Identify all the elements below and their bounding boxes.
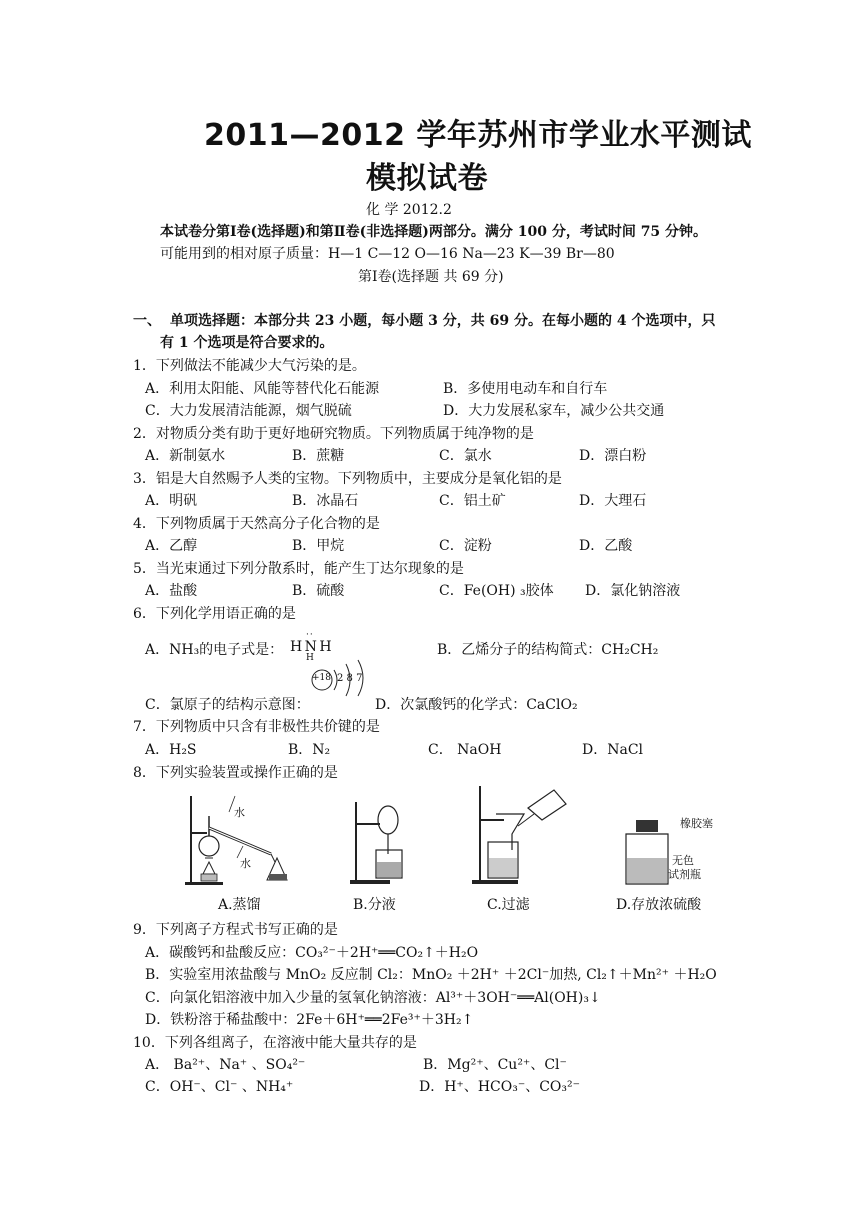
q9-option-b: B．实验室用浓盐酸与 MnO₂ 反应制 Cl₂：MnO₂ ＋2H⁺ ＋2Cl⁻加热, Cl₂↑＋Mn²⁺ ＋H₂O <box>145 967 717 983</box>
label-water-bottom: 水 <box>240 857 251 870</box>
q6-option-b: B．乙烯分子的结构简式：CH₂CH₂ <box>437 642 659 658</box>
funnel-body <box>378 806 398 834</box>
q4-option-d: D．乙酸 <box>579 538 633 554</box>
q1-option-c: C．大力发展清洁能源，烟气脱硫 <box>145 403 352 419</box>
q5-option-b: B．硫酸 <box>292 583 345 599</box>
section-instructions-1: 单项选择题：本部分共 23 小题，每小题 3 分，共 69 分。在每小题的 4 个选项中，只 <box>170 313 716 329</box>
atomic-masses: 可能用到的相对原子质量：H—1 C—12 O—16 Na—23 K—39 Br—80 <box>160 246 615 262</box>
label-bottle-type: 试剂瓶 <box>668 868 701 881</box>
q2-stem: 2．对物质分类有助于更好地研究物质。下列物质属于纯净物的是 <box>133 426 534 442</box>
shell-electrons: 2 8 7 <box>337 673 363 684</box>
stand-base <box>472 880 518 884</box>
section-instructions-2: 有 1 个选项是符合要求的。 <box>160 335 334 351</box>
label-bottle-colorless: 无色 <box>672 854 694 867</box>
q5-option-a: A．盐酸 <box>145 583 198 599</box>
beaker-liquid <box>377 862 401 877</box>
q2-option-b: B．蔗糖 <box>292 448 345 464</box>
label-stopper: 橡胶塞 <box>680 817 713 830</box>
q7-option-a: A．H₂S <box>145 742 197 758</box>
q9-option-c: C．向氯化铝溶液中加入少量的氢氧化钠溶液：Al³⁺＋3OH⁻══Al(OH)₃↓ <box>145 990 601 1006</box>
q7-option-d: D．NaCl <box>582 742 644 758</box>
q7-option-c: C． NaOH <box>428 742 502 758</box>
title-line-1: 2011—2012 学年苏州市学业水平测试 <box>204 118 752 153</box>
q4-option-b: B．甲烷 <box>292 538 345 554</box>
q10-stem: 10．下列各组离子，在溶液中能大量共存的是 <box>133 1035 417 1051</box>
q10-option-c: C．OH⁻、Cl⁻ 、NH₄⁺ <box>145 1079 294 1095</box>
q3-option-b: B．冰晶石 <box>292 493 359 509</box>
alcohol-lamp-flame <box>203 862 215 874</box>
distillation-apparatus <box>183 788 298 888</box>
stand-base <box>185 882 223 885</box>
flask <box>199 836 219 856</box>
rubber-stopper <box>636 820 658 832</box>
q8-stem: 8．下列实验装置或操作正确的是 <box>133 765 338 781</box>
q2-option-d: D．漂白粉 <box>579 448 647 464</box>
q2-option-c: C．氯水 <box>439 448 492 464</box>
q1-option-a: A．利用太阳能、风能等替代化石能源 <box>145 381 380 397</box>
q4-stem: 4．下列物质属于天然高分子化合物的是 <box>133 516 380 532</box>
part1-title: 第Ⅰ卷(选择题 共 69 分) <box>358 269 504 285</box>
subject-line: 化 学 2012.2 <box>366 202 452 218</box>
caption-c: C.过滤 <box>487 897 530 913</box>
q9-stem: 9．下列离子方程式书写正确的是 <box>133 922 338 938</box>
q4-option-a: A．乙醇 <box>145 538 198 554</box>
caption-b: B.分液 <box>353 897 396 913</box>
stand-base <box>350 880 390 884</box>
q1-option-b: B．多使用电动车和自行车 <box>443 381 608 397</box>
caption-d: D.存放浓硫酸 <box>616 897 702 913</box>
electron-pair-dots: ·· <box>306 630 314 640</box>
filtrate <box>489 858 517 877</box>
q5-option-d: D．氯化钠溶液 <box>585 583 681 599</box>
q6-stem: 6．下列化学用语正确的是 <box>133 606 296 622</box>
bottle-liquid <box>627 858 667 883</box>
q9-option-a: A．碳酸钙和盐酸反应：CO₃²⁻＋2H⁺══CO₂↑＋H₂O <box>145 945 479 961</box>
q10-option-d: D．H⁺、HCO₃⁻、CO₃²⁻ <box>419 1079 581 1095</box>
alcohol-lamp <box>201 874 217 881</box>
q1-stem: 1．下列做法不能减少大气污染的是。 <box>133 358 366 374</box>
q6-option-a-prefix: A．NH₃的电子式是： <box>145 642 284 658</box>
q5-option-c: C．Fe(OH) ₃胶体 <box>439 583 554 599</box>
q2-option-a: A．新制氨水 <box>145 448 226 464</box>
label-water-top: 水 <box>234 806 245 819</box>
q7-option-b: B．N₂ <box>288 742 331 758</box>
q6-option-a-lower-h: H <box>306 653 314 663</box>
q7-stem: 7．下列物质中只含有非极性共价键的是 <box>133 719 380 735</box>
caption-a: A.蒸馏 <box>218 897 261 913</box>
q3-stem: 3．铝是大自然赐予人类的宝物。下列物质中，主要成分是氧化铝的是 <box>133 471 562 487</box>
exam-intro: 本试卷分第Ⅰ卷(选择题)和第Ⅱ卷(非选择题)两部分。满分 100 分，考试时间 75 分钟。 <box>160 224 708 240</box>
q3-option-d: D．大理石 <box>579 493 647 509</box>
q4-option-c: C．淀粉 <box>439 538 492 554</box>
pouring-beaker <box>528 790 566 820</box>
q3-option-c: C．铝土矿 <box>439 493 506 509</box>
nucleus-label: +18 <box>312 673 331 683</box>
q10-option-b: B．Mg²⁺、Cu²⁺、Cl⁻ <box>423 1057 567 1073</box>
q10-option-a: A． Ba²⁺、Na⁺ 、SO₄²⁻ <box>145 1057 306 1073</box>
filtration-apparatus <box>470 784 570 888</box>
section-number: 一、 <box>133 313 161 329</box>
q9-option-d: D．铁粉溶于稀盐酸中：2Fe＋6H⁺══2Fe³⁺＋3H₂↑ <box>145 1012 474 1028</box>
q6-option-c: C．氯原子的结构示意图： <box>145 697 310 713</box>
q5-stem: 5．当光束通过下列分散系时，能产生丁达尔现象的是 <box>133 561 464 577</box>
title-line-2: 模拟试卷 <box>366 161 488 196</box>
q6-option-a-formula: H N H <box>290 639 331 655</box>
separating-funnel-apparatus <box>348 796 418 888</box>
q1-option-d: D．大力发展私家车，减少公共交通 <box>443 403 665 419</box>
q3-option-a: A．明矾 <box>145 493 198 509</box>
adapter <box>271 854 275 862</box>
q6-option-d: D．次氯酸钙的化学式：CaClO₂ <box>375 697 578 713</box>
distillate <box>269 874 287 880</box>
